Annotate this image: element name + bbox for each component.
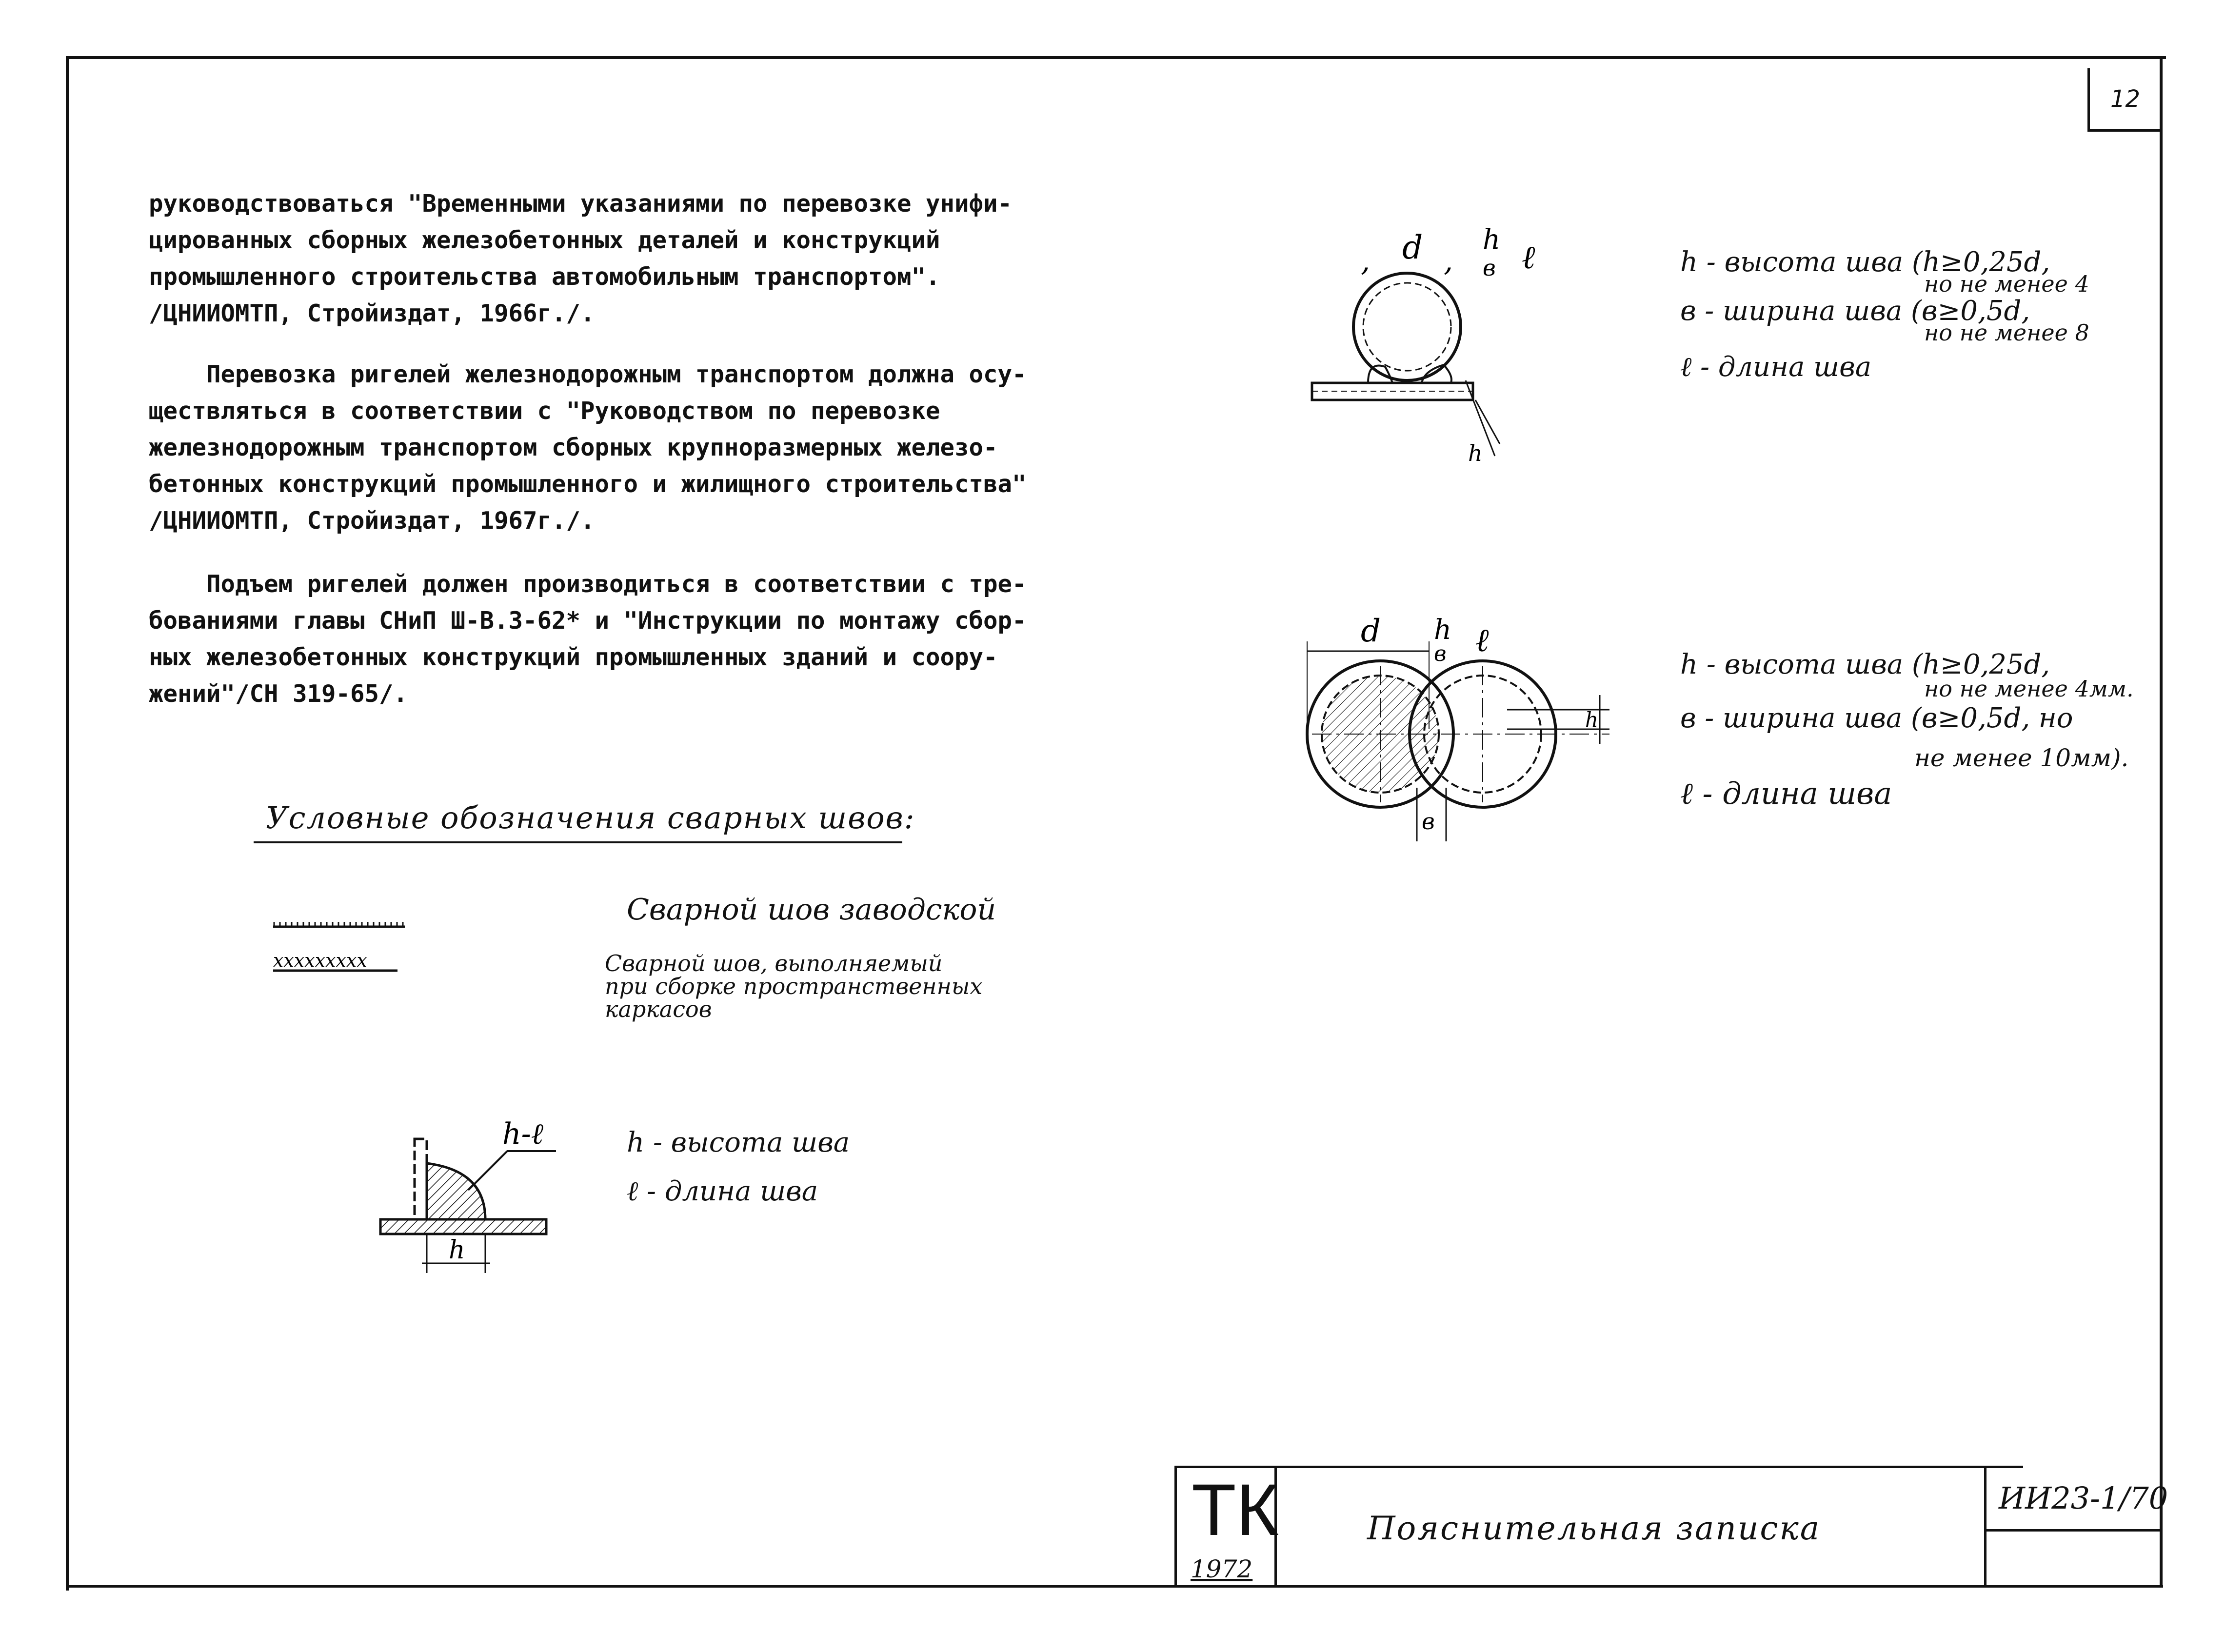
bars-label-b: в bbox=[1434, 641, 1447, 666]
sheet-number: 12 bbox=[2110, 85, 2141, 113]
upright-plate bbox=[415, 1139, 427, 1219]
bars-label-b2: в bbox=[1422, 808, 1435, 835]
bars-legend-height: h - высота шва (h≥0,25d, bbox=[1680, 649, 2050, 680]
title-block bbox=[1174, 1466, 2168, 1588]
fillet-legend-height: h - высота шва bbox=[627, 1127, 850, 1158]
title-block-year: 1972 bbox=[1191, 1555, 1253, 1583]
bar-outer bbox=[1353, 273, 1461, 380]
plate-legend-length: ℓ - длина шва bbox=[1680, 351, 1872, 383]
bars-label-l: ℓ bbox=[1475, 621, 1489, 659]
plate-label-b: в bbox=[1483, 255, 1496, 281]
fillet-label-he: h-ℓ bbox=[502, 1117, 543, 1151]
paragraph-2: Перевозка ригелей железнодорожным транспортом должна осу- ществляться в соответствии с "Руководством по перевозке железнодорожным транспортом сборных крупноразмерных железо- бетонных конструкций промышленного и жилищного строительства" /ЦНИИОМТП, Стройиздат, 1967г./. bbox=[149, 360, 1027, 535]
bars-legend-length: ℓ - длина шва bbox=[1680, 776, 1892, 811]
field-weld-symbol bbox=[273, 950, 397, 971]
plate-label-h2: h bbox=[1468, 440, 1483, 466]
paragraph-3: Подъем ригелей должен производиться в соответствии с тре- бованиями главы СНиП Ш-В.3-62* и "Инструкции по монтажу сбор- ных железобетонных конструкций промышленных зданий и соору- жений"/СН 319-65/. bbox=[149, 570, 1027, 708]
svg-text:,: , bbox=[1444, 244, 1453, 278]
plate-label-l: ℓ bbox=[1522, 239, 1535, 276]
paragraph-1: руководствоваться "Временными указаниями по перевозке унифи- цированных сборных железобетонных деталей и конструкций промышленного строительства автомобильным транспортом". /ЦНИИОМТП, Стройиздат, 1966г./. bbox=[149, 190, 1013, 327]
field-weld-label-line-2: при сборке пространственных bbox=[605, 973, 983, 999]
fillet-label-h: h bbox=[449, 1235, 465, 1265]
factory-weld-symbol bbox=[273, 922, 405, 927]
bars-legend-height-min: но не менее 4мм. bbox=[1924, 676, 2134, 702]
field-weld-label-line-1: Сварной шов, выполняемый bbox=[605, 950, 943, 976]
svg-text:xxxxxxxxx: xxxxxxxxx bbox=[273, 950, 367, 971]
plate-legend-height: h - высота шва (h≥0,25d, bbox=[1680, 246, 2050, 278]
field-weld-label-line-3: каркасов bbox=[605, 996, 712, 1022]
drawing-frame-bottom bbox=[66, 1585, 2163, 1588]
fillet-weld-figure bbox=[376, 1117, 580, 1288]
bars-label-h: h bbox=[1434, 614, 1452, 646]
plate-legend-height-min: но не менее 4 bbox=[1924, 271, 2089, 297]
title-block-code: ИИ23-1/70 bbox=[1999, 1480, 2168, 1516]
svg-text:,: , bbox=[1361, 244, 1371, 278]
title-block-tk-cell bbox=[1174, 1466, 1277, 1588]
fillet-weld bbox=[427, 1163, 485, 1219]
base-plate bbox=[380, 1219, 546, 1234]
plate-label-d: d bbox=[1402, 229, 1423, 266]
bar-inner bbox=[1363, 283, 1451, 371]
bar-to-bar-figure bbox=[1297, 612, 1619, 856]
bars-legend-width-min: не менее 10мм). bbox=[1914, 744, 2129, 772]
title-block-tk: ТК bbox=[1192, 1469, 1279, 1551]
plate-legend-width: в - ширина шва (в≥0,5d, bbox=[1680, 295, 2030, 327]
drawing-frame-right-edge bbox=[2160, 56, 2163, 1588]
legend-title: Условные обозначения сварных швов: bbox=[266, 800, 915, 836]
sheet-number-box bbox=[2087, 68, 2161, 132]
plate-label-h: h bbox=[1483, 224, 1501, 256]
weld-symbols bbox=[268, 907, 415, 985]
bars-label-h2: h bbox=[1585, 708, 1599, 732]
factory-weld-label: Сварной шов заводской bbox=[627, 893, 996, 927]
legend-title-underline bbox=[254, 841, 902, 843]
bar-to-plate-figure bbox=[1307, 215, 1561, 488]
bars-legend-width: в - ширина шва (в≥0,5d, но bbox=[1680, 702, 2073, 734]
plate-legend-width-min: но не менее 8 bbox=[1924, 319, 2089, 346]
fillet-legend-length: ℓ - длина шва bbox=[627, 1175, 818, 1207]
bars-label-d: d bbox=[1361, 613, 1381, 649]
title-block-name: Пояснительная записка bbox=[1367, 1510, 1821, 1547]
